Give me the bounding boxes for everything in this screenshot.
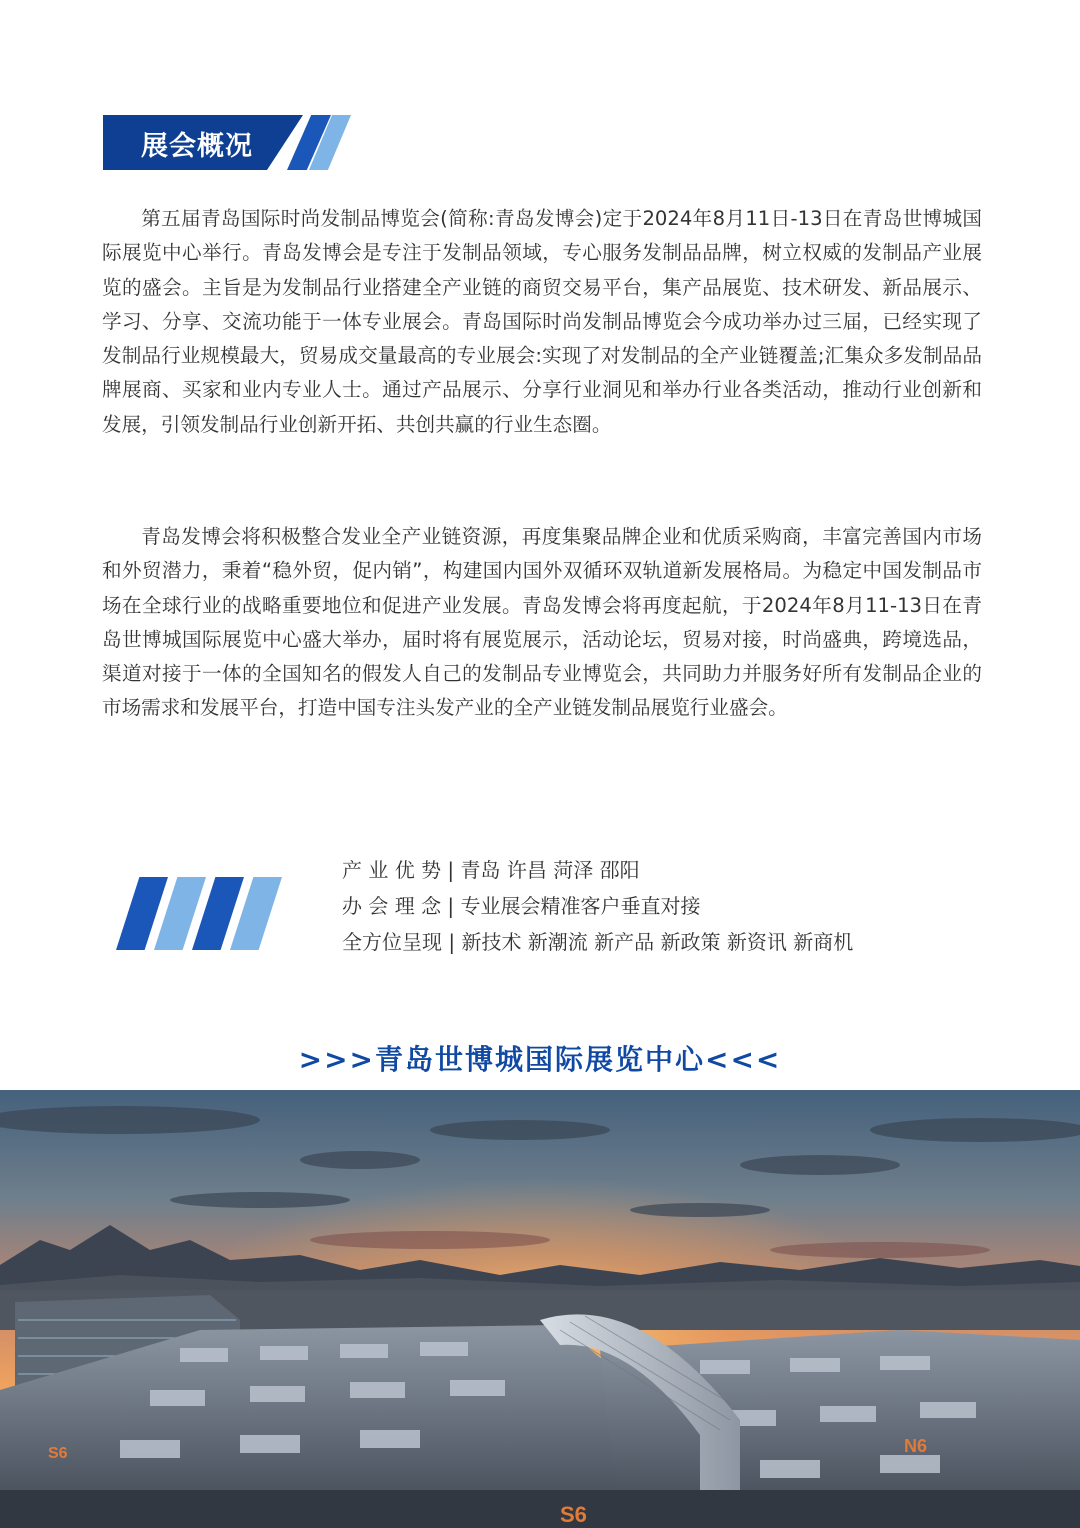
venue-title: >>>青岛世博城国际展览中心<<< [298,1043,782,1076]
hall-label: N6 [904,1436,928,1456]
slogan-line: 办 会 理 念 | 专业展会精准客户垂直对接 [342,894,701,918]
slogan-list [342,852,853,960]
intro-paragraph: 第五届青岛国际时尚发制品博览会(简称:青岛发博会)定于2024年8月11日-13日在青岛世博城国际展览中心举行。青岛发博会是专注于发制品领域，专心服务发制品品牌，树立权威的发制品产业展览的盛会。主旨是为发制品行业搭建全产业链的商贸交易平台，集产品展览、技术研发、新品展示、学习、分享、交流功能于一体专业展会。青岛国际时尚发制品博览会今成功举办过三届，已经实现了发制品行业规模最大，贸易成交量最高的专业展会:实现了对发制品的全产业链覆盖;汇集众多发制品品牌展商、买家和业内专业人士。通过产品展示、分享行业洞见和举办行业各类活动，推动行业创新和发展，引领发制品行业创新开拓、共创共赢的行业生态圈。 [102,207,982,436]
slogan-stripes-decoration [116,877,298,950]
section-header [103,115,348,170]
hall-label: S6 [560,1502,587,1527]
section-title: 展会概况 [141,131,253,162]
slogan-line: 全方位呈现 | 新技术 新潮流 新产品 新政策 新资讯 新商机 [342,930,854,954]
intro-paragraph: 青岛发博会将积极整合发业全产业链资源，再度集聚品牌企业和优质采购商，丰富完善国内市场和外贸潜力，秉着“稳外贸，促内销”，构建国内国外双循环双轨道新发展格局。为稳定中国发制品市场在全球行业的战略重要地位和促进产业发展。青岛发博会将再度起航，于2024年8月11-13日在青岛世博城国际展览中心盛大举办，届时将有展览展示，活动论坛，贸易对接，时尚盛典，跨境选品，渠道对接于一体的全国知名的假发人自己的发制品专业博览会，共同助力并服务好所有发制品企业的市场需求和发展平台，打造中国专注头发产业的全产业链发制品展览行业盛会。 [102,525,982,720]
slogan-line: 产 业 优 势 | 青岛 许昌 菏泽 邵阳 [342,858,640,882]
hall-label: S6 [48,1445,68,1462]
venue-photo [0,1090,1080,1528]
